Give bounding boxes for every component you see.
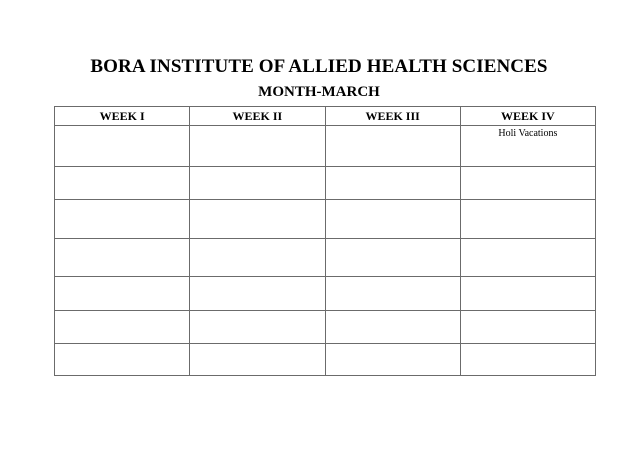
table-cell: [190, 344, 325, 376]
schedule-table: [54, 106, 596, 376]
institute-title: BORA INSTITUTE OF ALLIED HEALTH SCIENCES: [90, 56, 548, 77]
table-row: [55, 311, 596, 344]
month-heading: MONTH-MARCH: [258, 84, 380, 100]
header-row: [55, 107, 596, 126]
table-cell: [460, 277, 595, 311]
table-cell: [325, 344, 460, 376]
table-cell: [460, 167, 595, 200]
table-cell: [190, 311, 325, 344]
table-cell: [460, 311, 595, 344]
table-cell: [325, 200, 460, 239]
header-week-2: WEEK II: [190, 107, 325, 126]
table-cell: [55, 126, 190, 167]
table-cell: [190, 167, 325, 200]
table-cell: [460, 239, 595, 277]
table-cell: [55, 239, 190, 277]
table-cell: [460, 200, 595, 239]
table-cell: [55, 344, 190, 376]
table-cell: [55, 277, 190, 311]
table-cell: [325, 277, 460, 311]
table-row: [55, 200, 596, 239]
table-row: [55, 239, 596, 277]
table-cell: [190, 200, 325, 239]
table-cell: [55, 167, 190, 200]
header-week-3: WEEK III: [325, 107, 460, 126]
header-week-4: WEEK IV: [460, 107, 595, 126]
table-cell: [55, 311, 190, 344]
table-row: [55, 167, 596, 200]
table-row: [55, 277, 596, 311]
table-cell: [55, 200, 190, 239]
table-cell: [190, 239, 325, 277]
table-cell: [460, 126, 595, 167]
table-row: [55, 126, 596, 167]
table-cell: [325, 311, 460, 344]
table-cell: [460, 344, 595, 376]
holi-vacations-note: Holi Vacations: [498, 128, 558, 139]
header-week-1: WEEK I: [55, 107, 190, 126]
table-cell: [325, 167, 460, 200]
table-cell: [325, 126, 460, 167]
table-cell: [325, 239, 460, 277]
table-cell: [190, 277, 325, 311]
table-cell: [190, 126, 325, 167]
table-row: [55, 344, 596, 376]
